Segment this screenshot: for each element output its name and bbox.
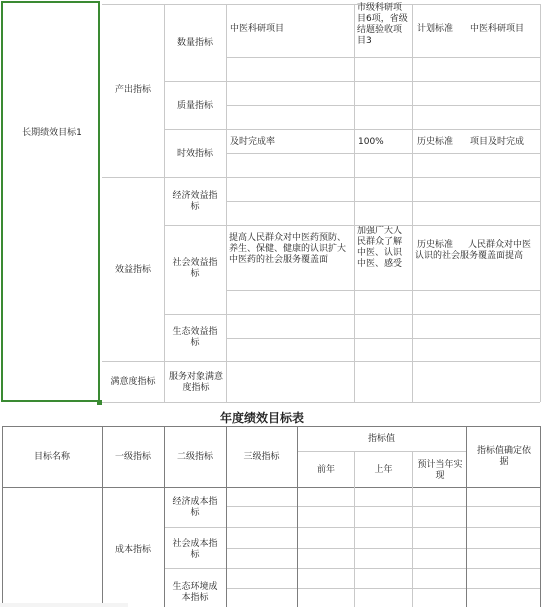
- level2-social-benefit[interactable]: 社会效益指标: [172, 258, 218, 279]
- header-indicator-value[interactable]: 指标值: [367, 434, 395, 444]
- gridline: [226, 153, 540, 154]
- level2-social-cost[interactable]: 社会成本指标: [172, 539, 218, 560]
- level1-cost[interactable]: 成本指标: [114, 545, 151, 555]
- header-prev-year[interactable]: 前年: [316, 465, 335, 475]
- level2-eco-cost[interactable]: 生态环境成本指标: [172, 582, 218, 603]
- timeliness-basis-type[interactable]: 历史标准: [417, 137, 454, 147]
- annual-table-title: 年度绩效目标表: [220, 411, 305, 425]
- timeliness-basis-text[interactable]: 项目及时完成: [470, 137, 525, 147]
- scroll-edge: [0, 603, 128, 607]
- level2-quality[interactable]: 质量指标: [176, 101, 213, 111]
- gridline: [540, 426, 541, 607]
- gridline: [226, 548, 540, 549]
- gridline: [226, 201, 540, 202]
- gridline: [226, 4, 227, 402]
- header-basis[interactable]: 指标值确定依据: [476, 446, 531, 467]
- gridline: [102, 402, 540, 403]
- gridline: [164, 4, 165, 402]
- quantity-level3[interactable]: 中医科研项目: [230, 24, 285, 34]
- gridline: [164, 81, 540, 82]
- header-level1[interactable]: 一级指标: [114, 452, 151, 462]
- gridline: [297, 426, 298, 607]
- level2-timeliness[interactable]: 时效指标: [176, 149, 213, 159]
- level2-service-satisfaction[interactable]: 服务对象满意度指标: [168, 372, 223, 393]
- gridline: [226, 105, 540, 106]
- level1-output[interactable]: 产出指标: [114, 85, 151, 95]
- level2-ecological-benefit[interactable]: 生态效益指标: [172, 327, 218, 348]
- gridline: [102, 4, 540, 5]
- gridline: [102, 177, 540, 178]
- gridline: [164, 527, 540, 528]
- social-basis-text[interactable]: 人民群众对中医认识的社会服务覆盖面提高: [415, 240, 532, 261]
- gridline: [412, 4, 413, 402]
- gridline: [2, 426, 540, 427]
- gridline: [540, 4, 541, 402]
- gridline: [164, 568, 540, 569]
- timeliness-level3[interactable]: 及时完成率: [230, 137, 276, 147]
- social-basis-type[interactable]: 历史标准: [417, 240, 454, 250]
- gridline: [226, 588, 540, 589]
- quantity-basis-text[interactable]: 中医科研项目: [470, 24, 525, 34]
- gridline: [226, 506, 540, 507]
- quantity-basis-type[interactable]: 计划标准: [417, 24, 454, 34]
- gridline: [466, 426, 467, 607]
- fill-handle[interactable]: [97, 400, 102, 405]
- level2-quantity[interactable]: 数量指标: [176, 38, 213, 48]
- gridline: [354, 4, 355, 402]
- header-expected[interactable]: 预计当年实现: [417, 460, 463, 481]
- level2-economic-benefit[interactable]: 经济效益指标: [172, 191, 218, 212]
- gridline: [412, 451, 413, 607]
- gridline: [226, 338, 540, 339]
- gridline: [226, 57, 540, 58]
- goal-name-cell[interactable]: 长期绩效目标1: [22, 128, 82, 138]
- social-level3[interactable]: 提高人民群众对中医药预防、养生、保健、健康的认识扩大中医药的社会服务覆盖面: [229, 233, 347, 265]
- level2-economic-cost[interactable]: 经济成本指标: [172, 497, 218, 518]
- gridline: [297, 451, 466, 452]
- gridline: [164, 225, 540, 226]
- social-value[interactable]: 加强广大人民群众了解中医、认识中医、感受: [357, 226, 403, 269]
- gridline: [164, 314, 540, 315]
- selected-cell-border[interactable]: [1, 1, 100, 402]
- quantity-value[interactable]: 市级科研项目6项，省级结题验收项目3: [357, 3, 408, 46]
- header-goal-name[interactable]: 目标名称: [33, 452, 70, 462]
- gridline: [102, 361, 540, 362]
- gridline: [226, 290, 540, 291]
- header-last-year[interactable]: 上年: [374, 465, 393, 475]
- level1-satisfaction[interactable]: 满意度指标: [110, 377, 156, 387]
- header-level2[interactable]: 二级指标: [176, 452, 213, 462]
- level1-benefit[interactable]: 效益指标: [114, 265, 151, 275]
- gridline: [2, 487, 540, 488]
- header-level3[interactable]: 三级指标: [243, 452, 280, 462]
- timeliness-value[interactable]: 100%: [358, 137, 384, 147]
- gridline: [164, 129, 540, 130]
